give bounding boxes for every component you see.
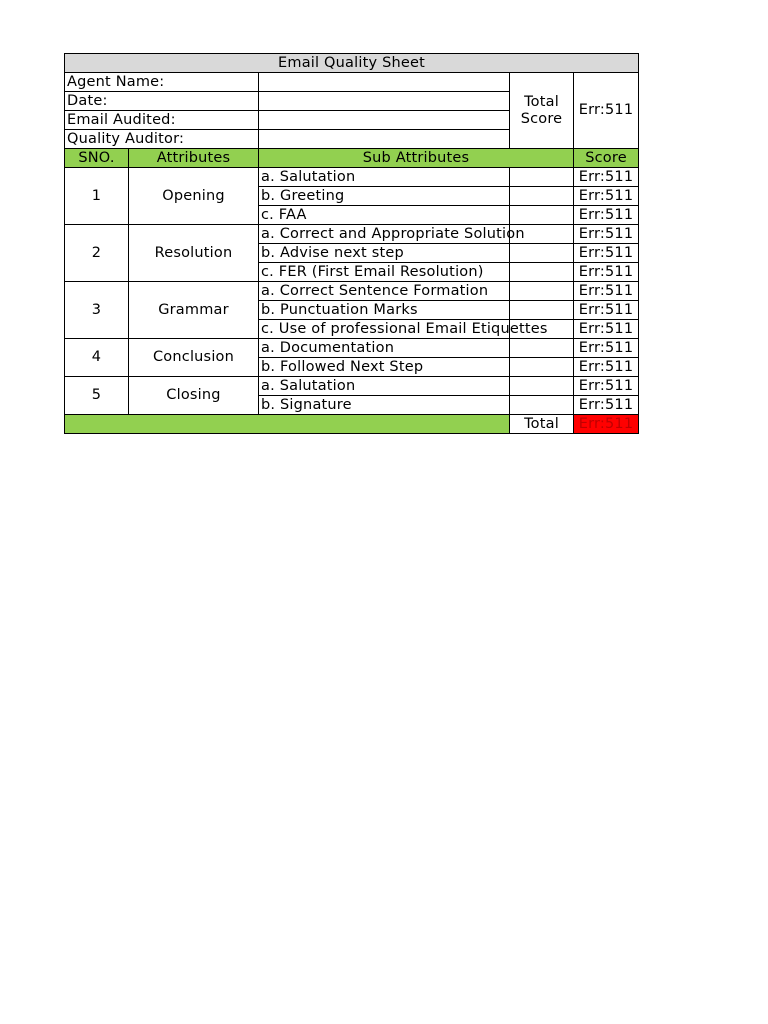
section-attribute: Grammar: [129, 282, 259, 339]
sub-attribute-input[interactable]: [510, 358, 574, 377]
sub-attribute-input[interactable]: [510, 168, 574, 187]
sub-attribute-score: Err:511: [574, 320, 639, 339]
table-row: [65, 282, 639, 301]
sub-attribute-score: Err:511: [574, 187, 639, 206]
total-score-label-line1: Total: [524, 93, 559, 110]
section-number: 4: [65, 339, 129, 377]
sub-attribute-label: a. Salutation: [259, 168, 510, 187]
sub-attribute-label: b. Greeting: [259, 187, 510, 206]
sub-attribute-input[interactable]: [510, 206, 574, 225]
sub-attribute-score: Err:511: [574, 377, 639, 396]
date-field[interactable]: [259, 92, 510, 111]
header-sub-attributes: Sub Attributes: [259, 149, 574, 168]
sub-attribute-score: Err:511: [574, 206, 639, 225]
table-row: [65, 225, 639, 244]
sub-attribute-label: c. Use of professional Email Etiquettes: [259, 320, 510, 339]
sub-attribute-label: b. Followed Next Step: [259, 358, 510, 377]
quality-auditor-label: Quality Auditor:: [65, 130, 259, 149]
agent-name-field[interactable]: [259, 73, 510, 92]
sub-attribute-score: Err:511: [574, 339, 639, 358]
header-score: Score: [574, 149, 639, 168]
total-score-label: [510, 73, 574, 149]
total-score-label-line2: Score: [520, 110, 563, 127]
title-row: [65, 54, 639, 73]
sub-attribute-score: Err:511: [574, 168, 639, 187]
sub-attribute-label: b. Advise next step: [259, 244, 510, 263]
table-row: [65, 377, 639, 396]
section-number: 2: [65, 225, 129, 282]
sub-attribute-score: Err:511: [574, 282, 639, 301]
sub-attribute-label: a. Correct Sentence Formation: [259, 282, 510, 301]
sub-attribute-label: c. FAA: [259, 206, 510, 225]
footer-total-label: Total: [510, 415, 574, 434]
info-row-agent: [65, 73, 639, 92]
email-audited-label: Email Audited:: [65, 111, 259, 130]
agent-name-label: Agent Name:: [65, 73, 259, 92]
section-attribute: Closing: [129, 377, 259, 415]
footer-fill: [65, 415, 510, 434]
sub-attribute-score: Err:511: [574, 263, 639, 282]
section-attribute: Resolution: [129, 225, 259, 282]
sub-attribute-label: a. Salutation: [259, 377, 510, 396]
sheet-title: Email Quality Sheet: [65, 54, 639, 73]
sub-attribute-score: Err:511: [574, 244, 639, 263]
header-sno: SNO.: [65, 149, 129, 168]
sub-attribute-input[interactable]: [510, 244, 574, 263]
sub-attribute-label: b. Punctuation Marks: [259, 301, 510, 320]
footer-row: [65, 415, 639, 434]
column-header-row: [65, 149, 639, 168]
email-audited-field[interactable]: [259, 111, 510, 130]
section-number: 5: [65, 377, 129, 415]
header-attributes: Attributes: [129, 149, 259, 168]
sub-attribute-label: a. Documentation: [259, 339, 510, 358]
sub-attribute-input[interactable]: [510, 301, 574, 320]
sub-attribute-input[interactable]: [510, 187, 574, 206]
total-score-value: Err:511: [574, 73, 639, 149]
sub-attribute-score: Err:511: [574, 358, 639, 377]
sub-attribute-score: Err:511: [574, 225, 639, 244]
sub-attribute-score: Err:511: [574, 301, 639, 320]
table-row: [65, 339, 639, 358]
sub-attribute-input[interactable]: [510, 282, 574, 301]
quality-auditor-field[interactable]: [259, 130, 510, 149]
footer-total-value: Err:511: [574, 415, 639, 434]
sub-attribute-label: b. Signature: [259, 396, 510, 415]
date-label: Date:: [65, 92, 259, 111]
section-attribute: Opening: [129, 168, 259, 225]
email-quality-sheet: [64, 53, 639, 434]
section-attribute: Conclusion: [129, 339, 259, 377]
sub-attribute-score: Err:511: [574, 396, 639, 415]
sub-attribute-input[interactable]: [510, 377, 574, 396]
sub-attribute-input[interactable]: [510, 339, 574, 358]
sub-attribute-input[interactable]: [510, 396, 574, 415]
table-row: [65, 168, 639, 187]
sub-attribute-label: a. Correct and Appropriate Solution: [259, 225, 510, 244]
sub-attribute-label: c. FER (First Email Resolution): [259, 263, 510, 282]
section-number: 3: [65, 282, 129, 339]
section-number: 1: [65, 168, 129, 225]
sub-attribute-input[interactable]: [510, 263, 574, 282]
